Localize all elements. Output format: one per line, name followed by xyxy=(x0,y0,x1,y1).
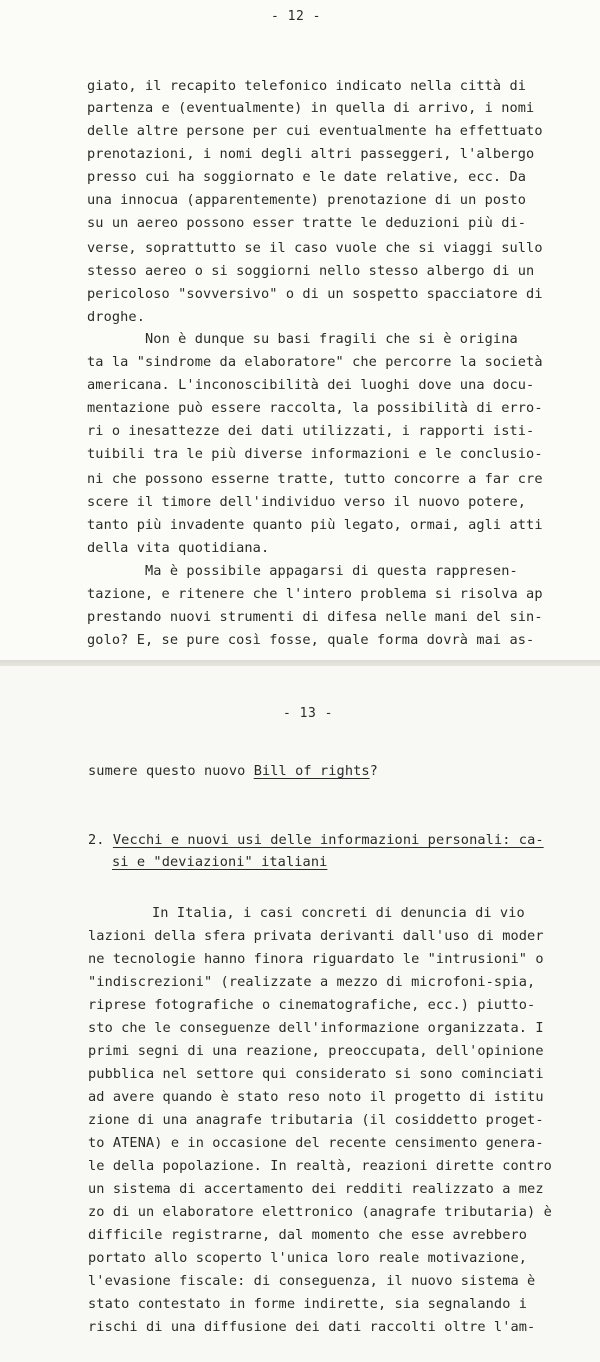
text-line: giato, il recapito telefonico indicato nella città di xyxy=(87,78,527,94)
text-line: partenza e (eventualmente) in quella di arrivo, i nomi xyxy=(87,100,535,116)
page-13 xyxy=(0,666,600,1362)
text-line: presso cui ha soggiornato e le date relative, ecc. Da xyxy=(87,169,527,185)
section-heading xyxy=(88,832,544,848)
text-line: un sistema di accertamento dei redditi realizzato a mez xyxy=(88,1181,544,1197)
text-line: difficile registrarne, dal momento che esse avrebbero xyxy=(88,1227,528,1243)
text-line: In Italia, i casi concreti di denuncia di vio xyxy=(152,905,525,921)
text-line xyxy=(88,763,378,779)
text-line: le della popolazione. In realtà, reazioni dirette contro xyxy=(88,1158,552,1174)
section-heading-continuation xyxy=(112,854,327,870)
text-line: ri o inesattezze dei dati utilizzati, i rapporti isti- xyxy=(87,423,535,439)
text-line: riprese fotografiche o cinematografiche, ecc.) piutto- xyxy=(88,997,536,1013)
text-line: ne tecnologie hanno finora riguardato le "intrusioni" o xyxy=(88,951,544,967)
bill-of-rights-title: Bill of rights xyxy=(253,763,370,779)
text-line: ta la "sindrome da elaboratore" che percorre la società xyxy=(87,354,543,370)
text-line: portato allo scoperto l'unica loro reale motivazione, xyxy=(88,1250,528,1266)
text-line: "indiscrezioni" (realizzate a mezzo di microfoni-spia, xyxy=(88,974,536,990)
text-line: zo di un elaboratore elettronico (anagrafe tributaria) è xyxy=(88,1204,552,1220)
section-heading-line: si e "deviazioni" italiani xyxy=(112,854,328,870)
text-line: stato contestato in forme indirette, sia segnalando i xyxy=(88,1296,528,1312)
text-line: zione di una anagrafe tributaria (il cosiddetto proget- xyxy=(88,1112,544,1128)
text-line: pericoloso "sovversivo" o di un sospetto spacciatore di xyxy=(87,286,543,302)
text-line: ni che possono esserne tratte, tutto concorre a far cre xyxy=(87,471,543,487)
text-line: sto che le conseguenze dell'informazione organizzata. I xyxy=(88,1020,544,1036)
text-line: mentazione può essere raccolta, la possibilità di erro- xyxy=(87,400,543,416)
page-12 xyxy=(0,0,600,662)
text-line: primi segni di una reazione, preoccupata, dell'opinione xyxy=(88,1043,544,1059)
text-line: tanto più invadente quanto più legato, ormai, agli atti xyxy=(87,517,543,533)
page-number: - 12 - xyxy=(271,9,321,24)
text-line: Ma è possibile appagarsi di questa rappresen- xyxy=(145,563,518,579)
text-line: l'evasione fiscale: di conseguenza, il nuovo sistema è xyxy=(88,1273,536,1289)
text-line: su un aereo possono esser tratte le deduzioni più di- xyxy=(87,215,527,231)
text-line: Non è dunque su basi fragili che si è origina xyxy=(145,331,518,347)
text-line: verse, soprattutto se il caso vuole che si viaggi sullo xyxy=(87,240,543,256)
text-line: to ATENA) e in occasione del recente censimento genera- xyxy=(88,1135,544,1151)
text-line: tuibili tra le più diverse informazioni e le conclusio- xyxy=(87,446,543,462)
text-line: lazioni della sfera privata derivanti dall'uso di moder xyxy=(88,928,544,944)
text-line: golo? E, se pure così fosse, quale forma dovrà mai as- xyxy=(87,632,535,648)
text-line: americana. L'inconoscibilità dei luoghi dove una docu- xyxy=(87,377,535,393)
text-line: droghe. xyxy=(87,309,145,325)
text-line: una innocua (apparentemente) prenotazione di un posto xyxy=(87,192,527,208)
text-line: ad avere quando è stato reso noto il progetto di istitu xyxy=(88,1089,544,1105)
text-line: pubblica nel settore qui considerato si sono cominciati xyxy=(88,1066,544,1082)
text-line: prenotazioni, i nomi degli altri passeggeri, l'albergo xyxy=(87,146,535,162)
page-number: - 13 - xyxy=(283,706,333,721)
section-heading-line: Vecchi e nuovi usi delle informazioni personali: ca- xyxy=(112,832,544,848)
text-fragment: ? xyxy=(369,763,378,779)
text-line: prestando nuovi strumenti di difesa nelle mani del sin- xyxy=(87,609,543,625)
text-line: della vita quotidiana. xyxy=(87,540,270,556)
text-fragment: sumere questo nuovo xyxy=(88,763,254,779)
text-line: stesso aereo o si soggiorni nello stesso albergo di un xyxy=(87,263,535,279)
section-number: 2. xyxy=(88,832,105,848)
text-line: rischi di una diffusione dei dati raccolti oltre l'am- xyxy=(88,1319,536,1335)
text-line: scere il timore dell'individuo verso il nuovo potere, xyxy=(87,494,527,510)
text-line: delle altre persone per cui eventualmente ha effettuato xyxy=(87,123,543,139)
text-line: tazione, e ritenere che l'intero problema si risolva ap xyxy=(87,586,543,602)
